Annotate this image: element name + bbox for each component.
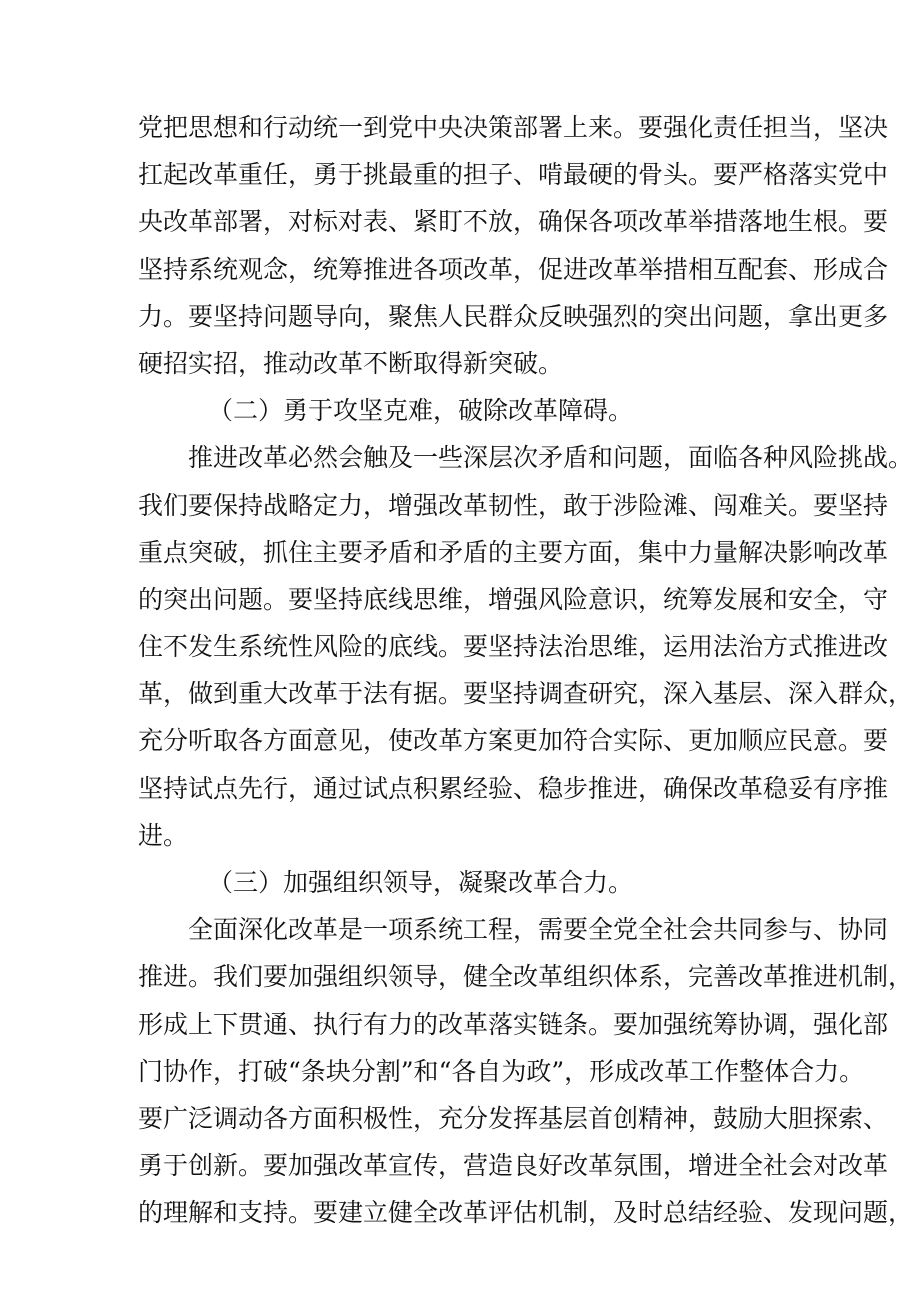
text-line: 门协作，打破“条块分割”和“各自为政”，形成改革工作整体合力。 <box>138 1056 865 1086</box>
text-line: 推进改革必然会触及一些深层次矛盾和问题，面临各种风险挑战。 <box>188 443 914 473</box>
text-line: 勇于创新。要加强改革宣传，营造良好改革氛围，增进全社会对改革 <box>138 1151 889 1181</box>
document-page <box>138 104 914 1237</box>
text-line: 党把思想和行动统一到党中央决策部署上来。要强化责任担当，坚决 <box>138 113 889 142</box>
paragraph-3 <box>138 906 914 1236</box>
text-line: 力。要坚持问题导向，聚焦人民群众反映强烈的突出问题，拿出更多 <box>138 301 889 331</box>
text-line: 全面深化改革是一项系统工程，需要全党全社会共同参与、协同 <box>188 915 889 945</box>
text-line: 推进。我们要加强组织领导，健全改革组织体系，完善改革推进机制， <box>138 962 914 992</box>
text-line: 的突出问题。要坚持底线思维，增强风险意识，统筹发展和安全，守 <box>138 584 889 614</box>
section-heading-3: （三）加强组织领导，凝聚改革合力。 <box>208 868 634 897</box>
text-line: 坚持系统观念，统筹推进各项改革，促进改革举措相互配套、形成合 <box>138 254 889 284</box>
section-heading-2: （二）勇于攻坚克难，破除改革障碍。 <box>208 396 634 426</box>
text-line: 革，做到重大改革于法有据。要坚持调查研究，深入基层、深入群众， <box>138 679 914 709</box>
text-line: 进。 <box>138 820 189 850</box>
text-line: 的理解和支持。要建立健全改革评估机制，及时总结经验、发现问题， <box>138 1198 914 1228</box>
text-line: 充分听取各方面意见，使改革方案更加符合实际、更加顺应民意。要 <box>138 726 889 756</box>
text-line: 住不发生系统性风险的底线。要坚持法治思维，运用法治方式推进改 <box>138 632 889 662</box>
text-line: 我们要保持战略定力，增强改革韧性，敢于涉险滩、闯难关。要坚持 <box>138 490 889 520</box>
text-line: 要广泛调动各方面积极性，充分发挥基层首创精神，鼓励大胆探索、 <box>138 1103 889 1133</box>
paragraph-1 <box>138 104 889 387</box>
text-line: 形成上下贯通、执行有力的改革落实链条。要加强统筹协调，强化部 <box>138 1009 889 1039</box>
text-line: 坚持试点先行，通过试点积累经验、稳步推进，确保改革稳妥有序推 <box>138 773 889 803</box>
text-line: 扛起改革重任，勇于挑最重的担子、啃最硬的骨头。要严格落实党中 <box>138 160 889 190</box>
text-line: 央改革部署，对标对表、紧盯不放，确保各项改革举措落地生根。要 <box>138 207 889 237</box>
paragraph-2 <box>138 434 914 859</box>
text-line: 重点突破，抓住主要矛盾和矛盾的主要方面，集中力量解决影响改革 <box>138 537 889 567</box>
text-line: 硬招实招，推动改革不断取得新突破。 <box>138 348 564 378</box>
